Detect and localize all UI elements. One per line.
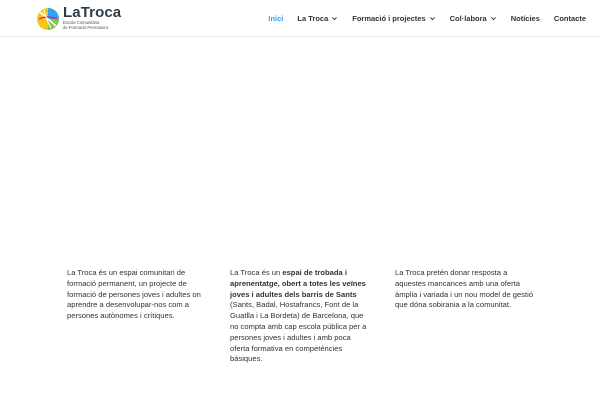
- nav-item-col-labora[interactable]: [450, 14, 497, 23]
- intro-text-2b: (Sants, Badal, Hostafrancs, Font de la Guatlla i La Bordeta) de Barcelona, que no compta amb cap escola pública per a persones joves i adultes i amb poca oferta formativa en competències bàsiques.: [230, 300, 367, 364]
- nav-label: Inici: [268, 13, 284, 23]
- intro-text-1: La Troca és un espai comunitari de formació permanent, un projecte de formació de persones joves i adultes on aprendre a desenvolupar-nos com a persones autònomes i crítiques.: [67, 268, 201, 321]
- nav-label: Col·labora: [449, 13, 487, 23]
- site-header: [0, 0, 600, 36]
- nav-item-inici[interactable]: [268, 14, 283, 23]
- logo-subtitle-line1: Escola Comunitària: [63, 20, 100, 25]
- nav-item-formacio-i-projectes[interactable]: [352, 14, 435, 23]
- intro-text-2a: La Troca és un: [230, 268, 283, 277]
- nav-item-noticies[interactable]: [511, 14, 540, 23]
- nav-label: La Troca: [297, 13, 329, 23]
- intro-text-2-bold: espai de trobada i aprenentatge, obert a totes les veïnes joves i adultes dels barris de Sants: [230, 268, 366, 299]
- nav-item-contacte[interactable]: [554, 14, 586, 23]
- logo-mark-icon: [36, 7, 60, 31]
- logo-subtitle: [63, 21, 133, 31]
- logo-title: LaTroca: [63, 4, 122, 21]
- logo-subtitle-line2: de Formació Permanent: [63, 24, 108, 30]
- chevron-down-icon: [331, 15, 338, 22]
- intro-column-2: [230, 268, 370, 365]
- intro-text-3: La Troca pretén donar resposta a aquestes mancances amb una oferta àmplia i variada i un nou model de gestió que dóna sobirania a la comunitat.: [395, 268, 534, 310]
- nav-label: Notícies: [510, 13, 540, 23]
- site-logo[interactable]: [36, 4, 122, 32]
- nav-label: Contacte: [553, 13, 586, 23]
- main-nav: [254, 0, 586, 36]
- nav-label: Formació i projectes: [352, 13, 426, 23]
- nav-item-la-troca[interactable]: [297, 14, 338, 23]
- chevron-down-icon: [429, 15, 436, 22]
- chevron-down-icon: [490, 15, 497, 22]
- intro-column-1: [67, 268, 209, 322]
- intro-column-3: [395, 268, 537, 311]
